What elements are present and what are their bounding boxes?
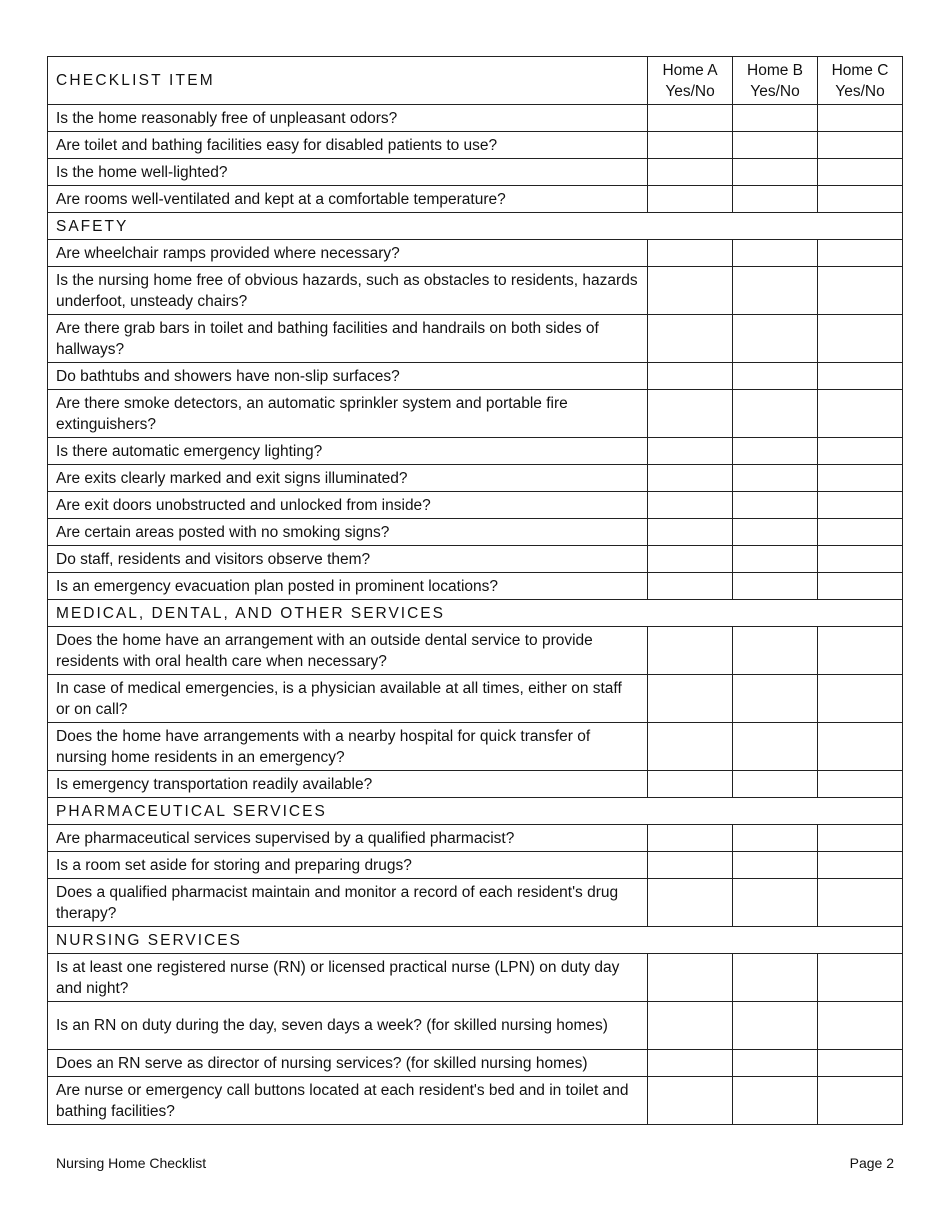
checklist-item-text: Does the home have arrangements with a nearby hospital for quick transfer of nursing home residents in an emergency? <box>48 723 648 771</box>
home-c-answer-cell[interactable] <box>818 315 903 363</box>
footer-document-title: Nursing Home Checklist <box>56 1155 207 1171</box>
home-a-answer-cell[interactable] <box>648 363 733 390</box>
checklist-row <box>48 675 903 723</box>
checklist-item-text: Do staff, residents and visitors observe them? <box>48 546 648 573</box>
section-header-row <box>48 213 903 240</box>
checklist-item-text: Are there smoke detectors, an automatic sprinkler system and portable fire extinguishers? <box>48 390 648 438</box>
home-a-answer-cell[interactable] <box>648 954 733 1002</box>
checklist-row <box>48 315 903 363</box>
header-checklist-item: CHECKLIST ITEM <box>48 57 648 105</box>
home-b-answer-cell[interactable] <box>733 1050 818 1077</box>
home-a-answer-cell[interactable] <box>648 825 733 852</box>
section-title: PHARMACEUTICAL SERVICES <box>48 798 903 825</box>
checklist-item-text: Is at least one registered nurse (RN) or licensed practical nurse (LPN) on duty day and night? <box>48 954 648 1002</box>
checklist-table <box>47 56 903 1125</box>
checklist-row <box>48 519 903 546</box>
checklist-item-text: Is emergency transportation readily available? <box>48 771 648 798</box>
checklist-row <box>48 132 903 159</box>
home-c-answer-cell[interactable] <box>818 627 903 675</box>
home-c-answer-cell[interactable] <box>818 132 903 159</box>
checklist-item-text: Are there grab bars in toilet and bathing facilities and handrails on both sides of hallways? <box>48 315 648 363</box>
home-a-answer-cell[interactable] <box>648 390 733 438</box>
home-b-answer-cell[interactable] <box>733 132 818 159</box>
home-c-answer-cell[interactable] <box>818 267 903 315</box>
section-title: NURSING SERVICES <box>48 927 903 954</box>
home-b-answer-cell[interactable] <box>733 390 818 438</box>
home-c-answer-cell[interactable] <box>818 465 903 492</box>
checklist-item-text: Are rooms well-ventilated and kept at a comfortable temperature? <box>48 186 648 213</box>
home-a-answer-cell[interactable] <box>648 240 733 267</box>
checklist-item-text: Do bathtubs and showers have non-slip surfaces? <box>48 363 648 390</box>
home-a-answer-cell[interactable] <box>648 546 733 573</box>
home-b-answer-cell[interactable] <box>733 363 818 390</box>
checklist-row <box>48 438 903 465</box>
checklist-item-text: Is a room set aside for storing and preparing drugs? <box>48 852 648 879</box>
home-a-answer-cell[interactable] <box>648 879 733 927</box>
home-c-answer-cell[interactable] <box>818 1050 903 1077</box>
section-title: MEDICAL, DENTAL, AND OTHER SERVICES <box>48 600 903 627</box>
checklist-row <box>48 627 903 675</box>
home-c-answer-cell[interactable] <box>818 954 903 1002</box>
checklist-row <box>48 852 903 879</box>
home-c-answer-cell[interactable] <box>818 105 903 132</box>
home-b-answer-cell[interactable] <box>733 954 818 1002</box>
home-c-answer-cell[interactable] <box>818 519 903 546</box>
home-a-answer-cell[interactable] <box>648 186 733 213</box>
home-b-answer-cell[interactable] <box>733 105 818 132</box>
header-home-a-name: Home A <box>662 61 718 79</box>
home-a-answer-cell[interactable] <box>648 519 733 546</box>
home-a-answer-cell[interactable] <box>648 438 733 465</box>
header-home-c-sub: Yes/No <box>835 82 885 100</box>
home-c-answer-cell[interactable] <box>818 363 903 390</box>
checklist-row <box>48 1077 903 1125</box>
home-c-answer-cell[interactable] <box>818 546 903 573</box>
section-header-row <box>48 927 903 954</box>
home-a-answer-cell[interactable] <box>648 1002 733 1050</box>
checklist-row <box>48 879 903 927</box>
checklist-row <box>48 1050 903 1077</box>
checklist-row <box>48 573 903 600</box>
home-b-answer-cell[interactable] <box>733 240 818 267</box>
home-a-answer-cell[interactable] <box>648 492 733 519</box>
footer-page-number: Page 2 <box>849 1155 894 1171</box>
home-b-answer-cell[interactable] <box>733 675 818 723</box>
home-c-answer-cell[interactable] <box>818 675 903 723</box>
home-b-answer-cell[interactable] <box>733 315 818 363</box>
home-b-answer-cell[interactable] <box>733 546 818 573</box>
home-a-answer-cell[interactable] <box>648 159 733 186</box>
home-c-answer-cell[interactable] <box>818 852 903 879</box>
home-c-answer-cell[interactable] <box>818 390 903 438</box>
checklist-rows <box>48 105 903 1125</box>
checklist-row <box>48 105 903 132</box>
checklist-row <box>48 954 903 1002</box>
header-home-c <box>818 57 903 105</box>
home-a-answer-cell[interactable] <box>648 1077 733 1125</box>
home-b-answer-cell[interactable] <box>733 519 818 546</box>
checklist-row <box>48 1002 903 1050</box>
home-b-answer-cell[interactable] <box>733 879 818 927</box>
home-b-answer-cell[interactable] <box>733 1002 818 1050</box>
checklist-row <box>48 159 903 186</box>
checklist-row <box>48 546 903 573</box>
home-b-answer-cell[interactable] <box>733 492 818 519</box>
checklist-item-text: Does the home have an arrangement with an outside dental service to provide residents with oral health care when necessary? <box>48 627 648 675</box>
home-c-answer-cell[interactable] <box>818 492 903 519</box>
home-a-answer-cell[interactable] <box>648 1050 733 1077</box>
checklist-item-text: In case of medical emergencies, is a physician available at all times, either on staff or on call? <box>48 675 648 723</box>
home-c-answer-cell[interactable] <box>818 723 903 771</box>
checklist-item-text: Are exits clearly marked and exit signs illuminated? <box>48 465 648 492</box>
header-home-a-sub: Yes/No <box>665 82 715 100</box>
home-a-answer-cell[interactable] <box>648 723 733 771</box>
section-header-row <box>48 798 903 825</box>
home-b-answer-cell[interactable] <box>733 1077 818 1125</box>
checklist-row <box>48 723 903 771</box>
home-a-answer-cell[interactable] <box>648 852 733 879</box>
home-a-answer-cell[interactable] <box>648 771 733 798</box>
checklist-item-text: Are toilet and bathing facilities easy for disabled patients to use? <box>48 132 648 159</box>
checklist-row <box>48 825 903 852</box>
checklist-item-text: Are exit doors unobstructed and unlocked from inside? <box>48 492 648 519</box>
home-c-answer-cell[interactable] <box>818 159 903 186</box>
home-a-answer-cell[interactable] <box>648 465 733 492</box>
checklist-row <box>48 390 903 438</box>
home-b-answer-cell[interactable] <box>733 186 818 213</box>
checklist-row <box>48 465 903 492</box>
checklist-item-text: Are wheelchair ramps provided where necessary? <box>48 240 648 267</box>
home-b-answer-cell[interactable] <box>733 825 818 852</box>
home-a-answer-cell[interactable] <box>648 315 733 363</box>
section-header-row <box>48 600 903 627</box>
checklist-item-text: Are pharmaceutical services supervised by a qualified pharmacist? <box>48 825 648 852</box>
home-a-answer-cell[interactable] <box>648 105 733 132</box>
home-c-answer-cell[interactable] <box>818 1002 903 1050</box>
home-b-answer-cell[interactable] <box>733 852 818 879</box>
home-b-answer-cell[interactable] <box>733 723 818 771</box>
home-c-answer-cell[interactable] <box>818 771 903 798</box>
checklist-item-text: Are nurse or emergency call buttons located at each resident's bed and in toilet and bathing facilities? <box>48 1077 648 1125</box>
checklist-item-text: Is the home reasonably free of unpleasant odors? <box>48 105 648 132</box>
header-home-c-name: Home C <box>831 61 889 79</box>
home-c-answer-cell[interactable] <box>818 186 903 213</box>
header-home-b <box>733 57 818 105</box>
home-c-answer-cell[interactable] <box>818 438 903 465</box>
home-c-answer-cell[interactable] <box>818 825 903 852</box>
header-home-a <box>648 57 733 105</box>
header-home-b-name: Home B <box>747 61 803 79</box>
home-b-answer-cell[interactable] <box>733 573 818 600</box>
home-c-answer-cell[interactable] <box>818 1077 903 1125</box>
home-b-answer-cell[interactable] <box>733 267 818 315</box>
home-b-answer-cell[interactable] <box>733 465 818 492</box>
home-a-answer-cell[interactable] <box>648 573 733 600</box>
home-c-answer-cell[interactable] <box>818 573 903 600</box>
header-row <box>48 57 903 105</box>
home-a-answer-cell[interactable] <box>648 267 733 315</box>
checklist-item-text: Are certain areas posted with no smoking signs? <box>48 519 648 546</box>
checklist-item-text: Is the nursing home free of obvious hazards, such as obstacles to residents, hazards underfoot, unsteady chairs? <box>48 267 648 315</box>
header-home-b-sub: Yes/No <box>750 82 800 100</box>
checklist-row <box>48 267 903 315</box>
checklist-row <box>48 771 903 798</box>
home-c-answer-cell[interactable] <box>818 240 903 267</box>
checklist-row <box>48 240 903 267</box>
home-a-answer-cell[interactable] <box>648 132 733 159</box>
checklist-row <box>48 363 903 390</box>
checklist-item-text: Does a qualified pharmacist maintain and monitor a record of each resident's drug therapy? <box>48 879 648 927</box>
home-c-answer-cell[interactable] <box>818 879 903 927</box>
home-b-answer-cell[interactable] <box>733 438 818 465</box>
checklist-item-text: Is there automatic emergency lighting? <box>48 438 648 465</box>
checklist-item-text: Is an RN on duty during the day, seven days a week? (for skilled nursing homes) <box>48 1002 648 1050</box>
home-a-answer-cell[interactable] <box>648 627 733 675</box>
home-a-answer-cell[interactable] <box>648 675 733 723</box>
checklist-item-text: Does an RN serve as director of nursing services? (for skilled nursing homes) <box>48 1050 648 1077</box>
checklist-item-text: Is the home well-lighted? <box>48 159 648 186</box>
checklist-row <box>48 186 903 213</box>
checklist-item-text: Is an emergency evacuation plan posted in prominent locations? <box>48 573 648 600</box>
home-b-answer-cell[interactable] <box>733 627 818 675</box>
home-b-answer-cell[interactable] <box>733 771 818 798</box>
home-b-answer-cell[interactable] <box>733 159 818 186</box>
section-title: SAFETY <box>48 213 903 240</box>
checklist-row <box>48 492 903 519</box>
